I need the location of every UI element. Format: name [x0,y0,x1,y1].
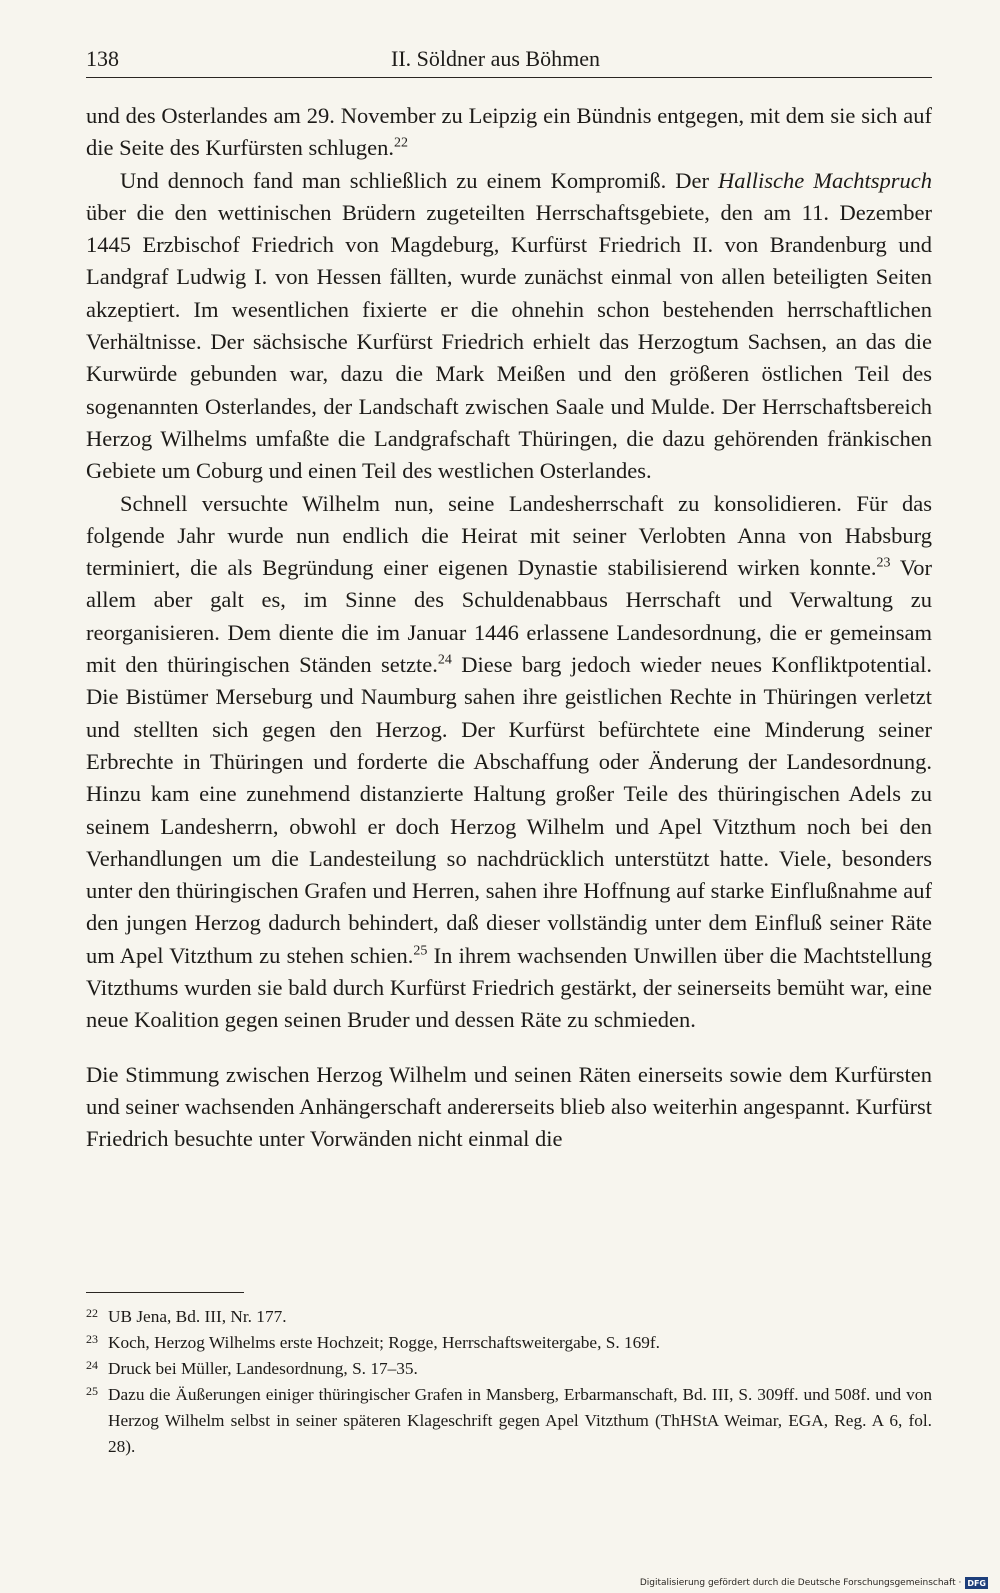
paragraph-text: Diese barg jedoch wieder neues Konfliktpotential. Die Bistümer Merseburg und Naumburg sahen ihre geistlichen Rechte in Thüringen verletzt und stellten sich gegen den Herzog. Der Kurfürst befürchtete eine Minderung seiner Erbrechte in Thüringen und forderte die Abschaffung oder Änderung der Landesordnung. Hinzu kam eine zunehmend distanzierte Haltung großer Teile des thüringischen Adels zu seinem Landesherrn, obwohl er doch Herzog Wilhelm und Apel Vitzthum noch bei den Verhandlungen um die Landesteilung so nachdrücklich unterstützt hatte. Viele, besonders unter den thüringischen Grafen und Herren, sahen ihre Hoffnung auf starke Einflußnahme auf den jungen Herzog dadurch behindert, daß dieser vollständig unter dem Einfluß seiner Räte um Apel Vitzthum zu stehen schien. [86,652,933,968]
paragraph-text: Die Stimmung zwischen Herzog Wilhelm und seinen Räten einerseits sowie dem Kurfürsten und seiner wachsenden Anhängerschaft andererseits blieb also weiterhin angespannt. Kurfürst Friedrich besuchte unter Vorwänden nicht einmal die [86,1061,932,1152]
footnote-24 [86,1356,932,1382]
footnote-ref-24[interactable]: 24 [437,652,452,668]
italic-term: Hallische Machtspruch [718,167,932,193]
footnote-text: Koch, Herzog Wilhelms erste Hochzeit; Rogge, Herrschaftsweitergabe, S. 169f. [108,1333,660,1352]
running-head [86,42,932,76]
footnote-rule [86,1292,244,1293]
footnote-22 [86,1304,932,1330]
paragraph-text: Vor allem aber galt es, im Sinne des Schuldenabbaus Herrschaft und Verwaltung zu reorganisieren. Dem diente die im Januar 1446 erlassene Landesordnung, die er gemeinsam mit den thüringischen Ständen setzte. [86,555,933,678]
footnotes [86,1304,932,1460]
page-number: 138 [86,46,119,71]
footnote-ref-25[interactable]: 25 [413,943,428,959]
paragraph-text: über die den wettinischen Brüdern zugeteilten Herrschaftsgebiete, den am 11. Dezember 1445 Erzbischof Friedrich von Magdeburg, Kurfürst Friedrich II. von Brandenburg und Landgraf Ludwig I. von Hessen fällten, wurde zunächst einmal von allen beteiligten Seiten akzeptiert. Im wesentlichen fixierte er die ohnehin schon bestehenden herrschaftlichen Verhältnisse. Der sächsische Kurfürst Friedrich erhielt das Herzogtum Sachsen, an das die Kurwürde gebunden war, dazu die Mark Meißen und den größeren östlichen Teil des sogenannten Osterlandes, der Landschaft zwischen Saale und Mulde. Der Herrschaftsbereich Herzog Wilhelms umfaßte die Landgrafschaft Thüringen, die dazu gehörenden fränkischen Gebiete um Coburg und einen Teil des westlichen Osterlandes. [86,199,932,484]
footnote-text: Dazu die Äußerungen einiger thüringischer Grafen in Mansberg, Erbarmanschaft, Bd. III, S. 309ff. und 508f. und von Herzog Wilhelm selbst in seiner späteren Klageschrift gegen Apel Vitzthum (ThHStA Weimar, EGA, Reg. A 6, fol. 28). [108,1385,932,1456]
paragraph-4 [86,1059,932,1156]
footnote-23 [86,1330,932,1356]
footnote-number: 25 [86,1384,98,1398]
running-title: II. Söldner aus Böhmen [391,46,600,71]
main-text [86,100,932,1156]
footnote-ref-23[interactable]: 23 [876,555,891,571]
book-page [86,42,933,1456]
digitization-credit [640,1577,988,1589]
paragraph-text: und des Osterlandes am 29. November zu Leipzig ein Bündnis entgegen, mit dem sie sich auf die Seite des Kurfürsten schlugen. [86,103,932,161]
credit-text: Digitalisierung gefördert durch die Deutsche Forschungsgemeinschaft · [639,1578,962,1588]
paragraph-text: In ihrem wachsenden Unwillen über die Machtstellung Vitzthums wurden sie bald durch Kurfürst Friedrich gestärkt, der seinerseits bemüht war, eine neue Koalition gegen seinen Bruder und dessen Räte zu schmieden. [86,942,933,1033]
paragraph-1 [86,100,932,165]
paragraph-2 [86,165,932,488]
footnote-text: UB Jena, Bd. III, Nr. 177. [108,1307,287,1326]
footnote-number: 23 [86,1332,98,1346]
footnote-ref-22[interactable]: 22 [394,135,409,151]
footnote-number: 22 [86,1306,98,1320]
paragraph-text: Schnell versuchte Wilhelm nun, seine Landesherrschaft zu konsolidieren. Für das folgende Jahr wurde nun endlich die Heirat mit seiner Verlobten Anna von Habsburg terminiert, die als Begründung einer eigenen Dynastie stabilisierend wirken konnte. [86,490,932,581]
footnote-25 [86,1382,932,1460]
dfg-logo-icon: DFG [967,1578,986,1588]
paragraph-3 [86,488,932,1037]
paragraph-text: Und dennoch fand man schließlich zu einem Kompromiß. Der [120,167,718,193]
header-rule [86,77,932,78]
footnote-text: Druck bei Müller, Landesordnung, S. 17–35. [108,1359,418,1378]
footnote-number: 24 [86,1358,98,1372]
